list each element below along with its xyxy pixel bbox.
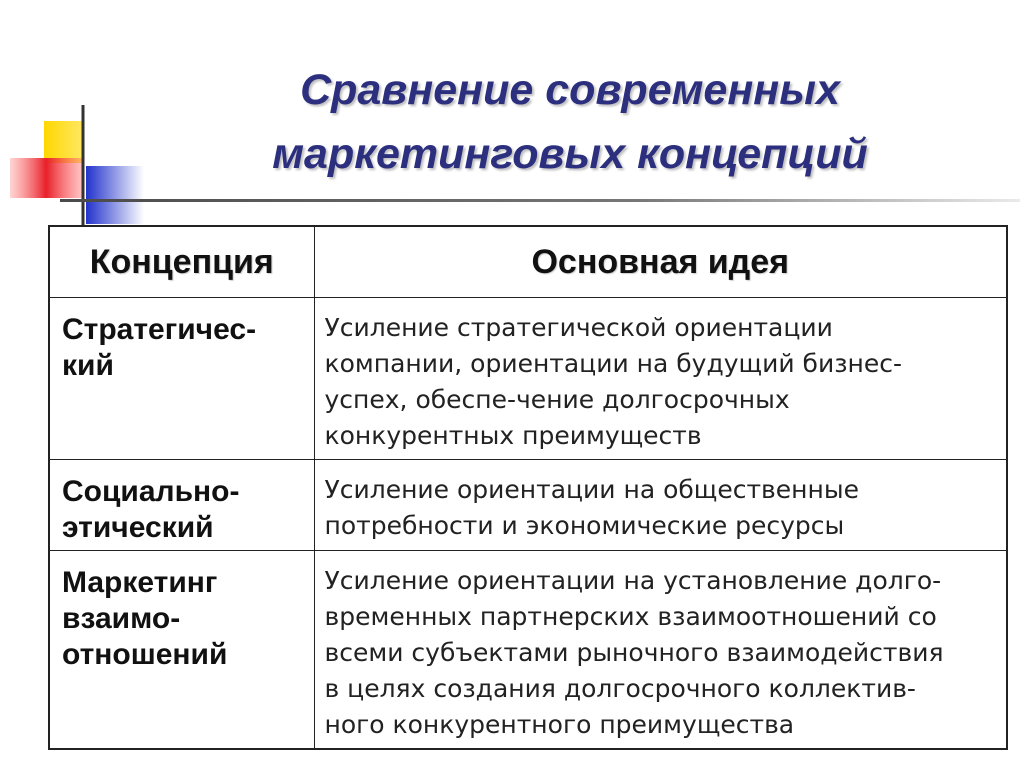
- title-divider: [60, 199, 1020, 202]
- table-row: [49, 298, 1007, 460]
- header-main-idea: Основная идея: [314, 226, 1007, 298]
- table-header-row: [49, 226, 1007, 298]
- concept-cell: [49, 551, 314, 750]
- red-square: [10, 158, 82, 198]
- concept-cell: [49, 298, 314, 460]
- idea-line: всеми субъектами рыночного взаимодействия: [324, 638, 944, 667]
- idea-line: компании, ориентации на будущий бизнес-: [324, 349, 902, 378]
- comparison-table: [48, 225, 1008, 750]
- title-line-2: маркетинговых концепций: [272, 130, 868, 178]
- idea-cell: [314, 298, 1007, 460]
- concept-line: кий: [62, 349, 114, 382]
- concept-line: Стратегичес-: [62, 313, 257, 346]
- idea-cell: [314, 551, 1007, 750]
- idea-line: Усиление стратегической ориентации: [324, 313, 833, 342]
- idea-line: Усиление ориентации на установление долго-: [324, 566, 942, 595]
- header-concept: Концепция: [49, 226, 314, 298]
- yellow-square: [44, 121, 84, 163]
- decorative-squares: [0, 0, 200, 240]
- concept-line: взаимо-: [62, 602, 181, 635]
- concept-line: этический: [62, 511, 214, 544]
- concept-line: Социально-: [62, 475, 240, 508]
- slide-title: [230, 58, 910, 186]
- concept-line: отношений: [62, 638, 228, 671]
- idea-line: Усиление ориентации на общественные: [324, 475, 859, 504]
- idea-line: потребности и экономические ресурсы: [324, 511, 845, 540]
- idea-cell: [314, 460, 1007, 551]
- concept-cell: [49, 460, 314, 551]
- idea-line: ного конкурентного преимущества: [324, 710, 795, 739]
- concept-line: Маркетинг: [62, 566, 218, 599]
- blue-square: [86, 166, 144, 224]
- table-row: [49, 551, 1007, 750]
- idea-line: в целях создания долгосрочного коллектив-: [324, 674, 916, 703]
- idea-line: временных партнерских взаимоотношений со: [324, 602, 937, 631]
- idea-line: конкурентных преимуществ: [324, 421, 702, 450]
- idea-line: успех, обеспе-чение долгосрочных: [324, 385, 790, 414]
- table-row: [49, 460, 1007, 551]
- title-line-1: Сравнение современных: [300, 66, 840, 114]
